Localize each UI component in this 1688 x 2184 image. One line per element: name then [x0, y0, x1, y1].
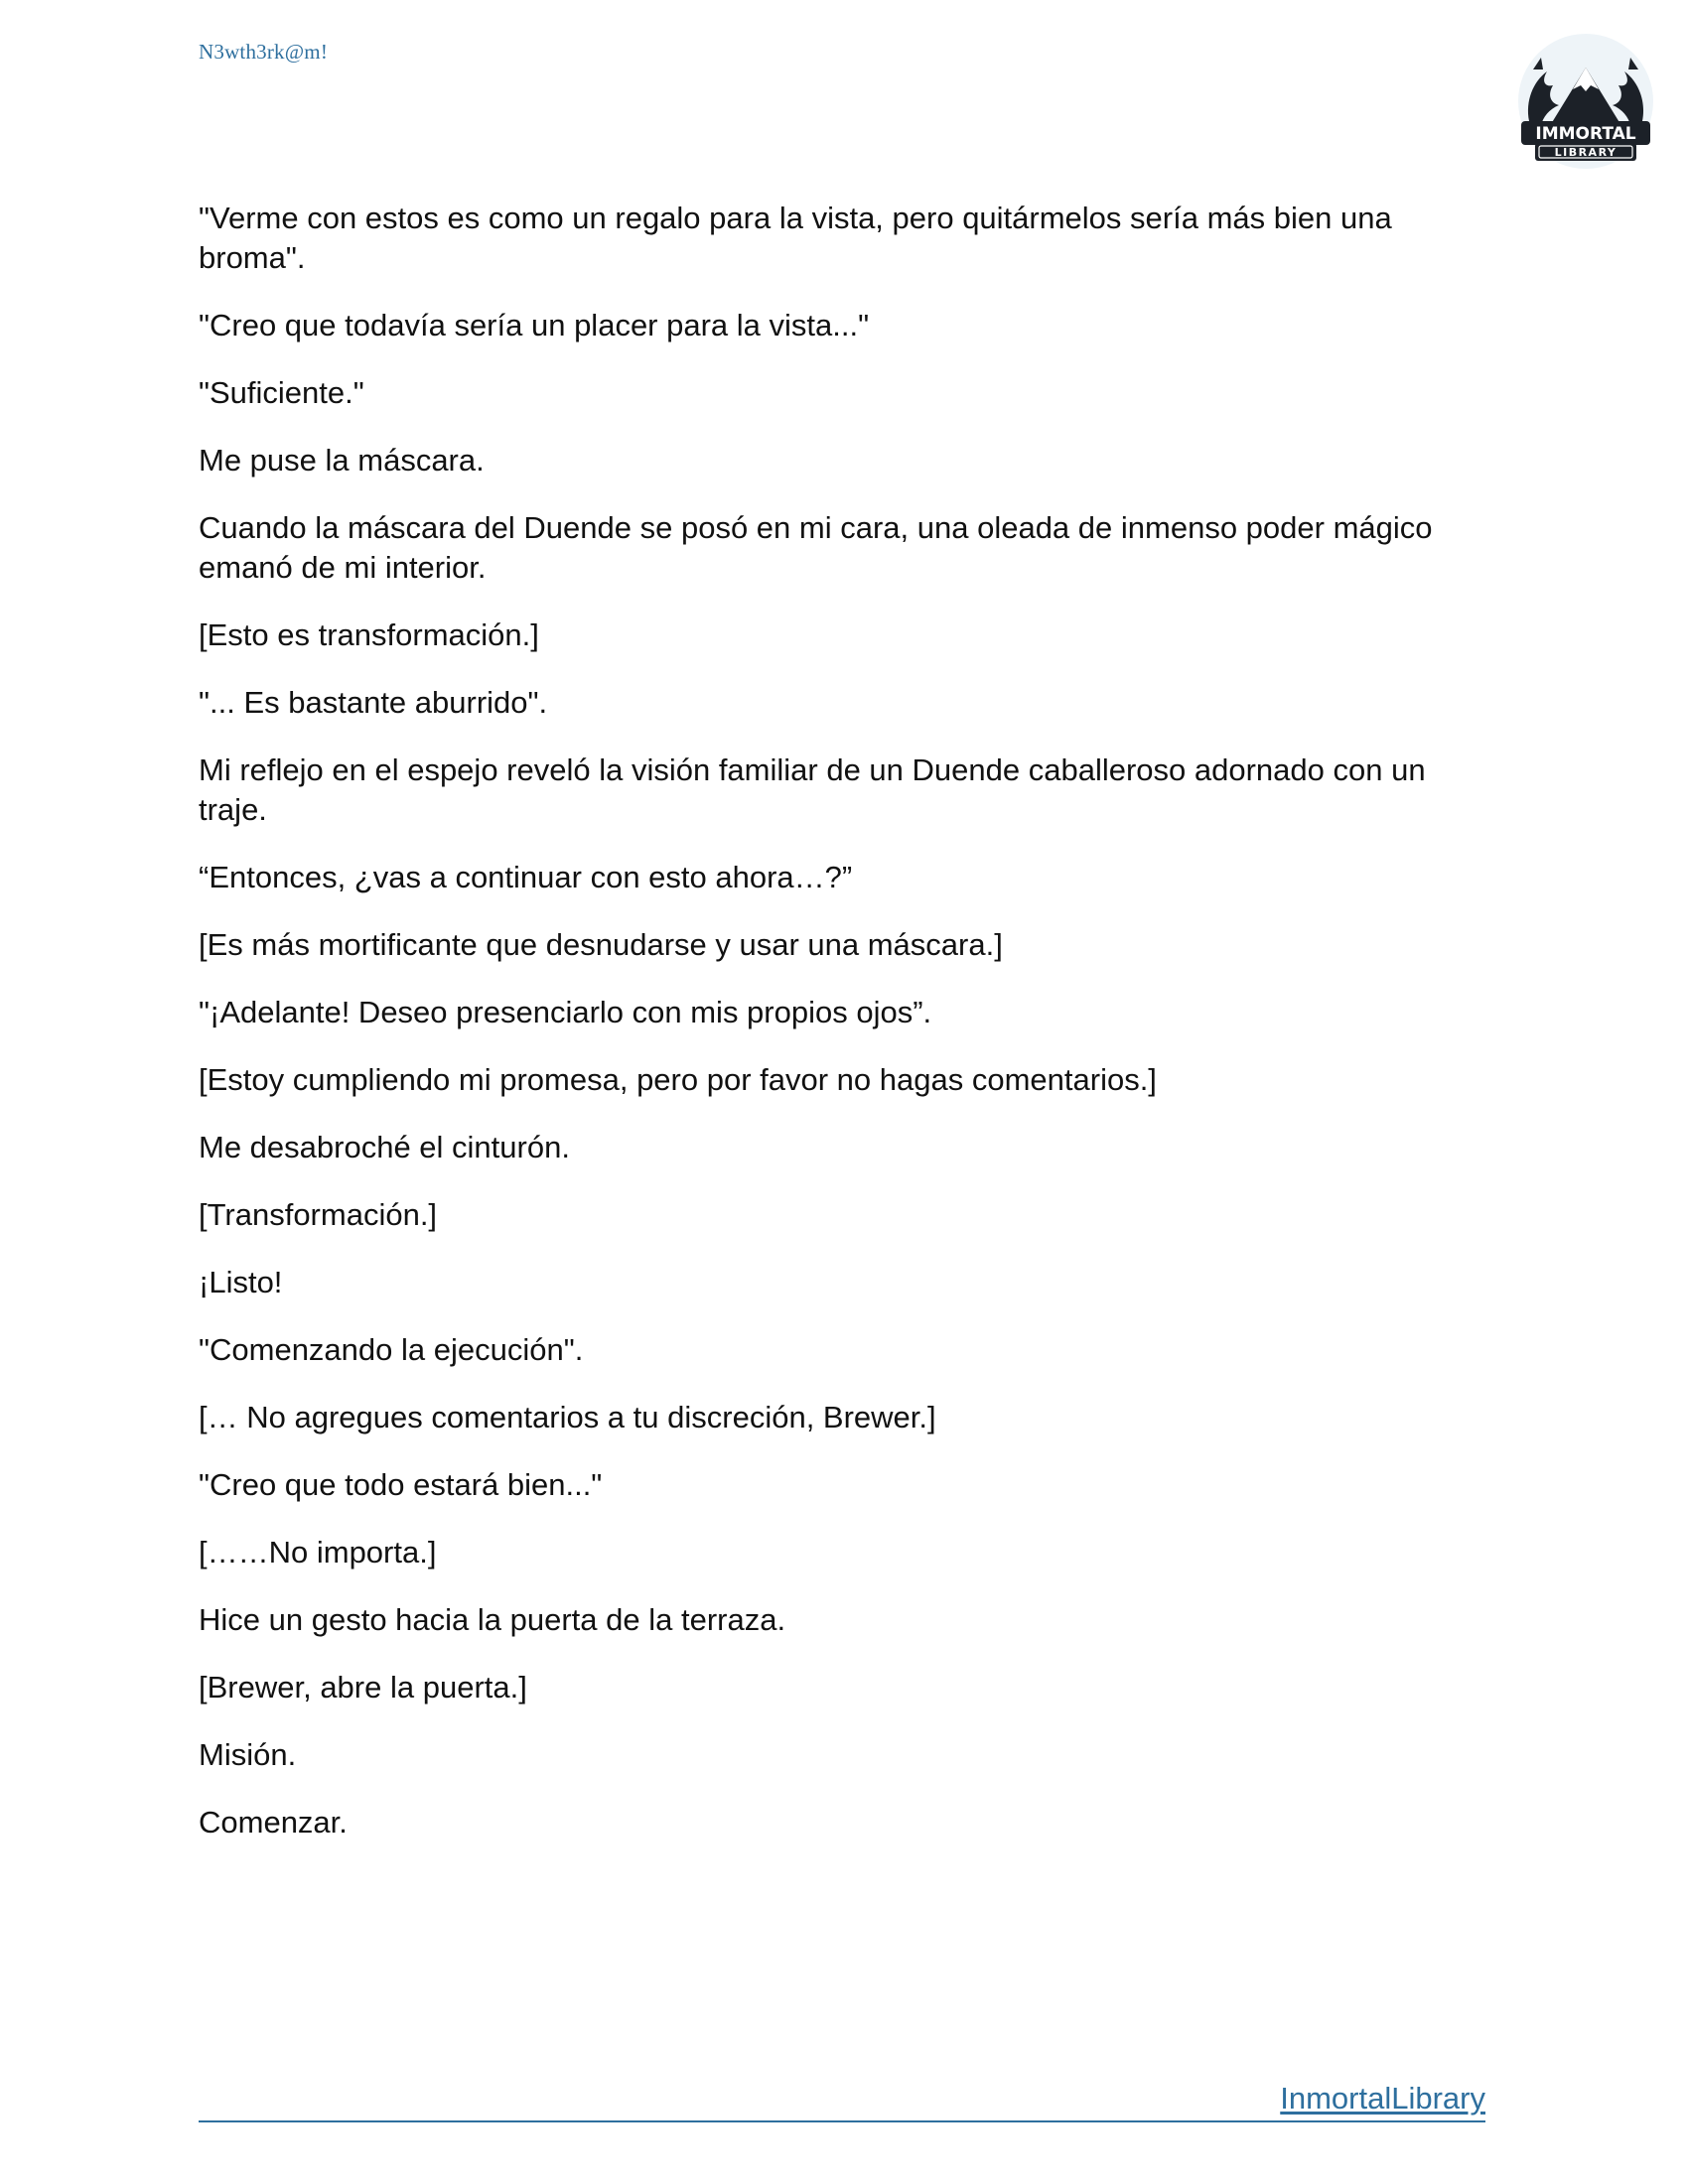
- paragraph: [Estoy cumpliendo mi promesa, pero por favor no hagas comentarios.]: [199, 1062, 1157, 1097]
- footer-link[interactable]: InmortalLibrary: [1280, 2081, 1485, 2116]
- paragraph: Mi reflejo en el espejo reveló la visión familiar de un Duende caballeroso adornado con un traje.: [199, 752, 1426, 827]
- paragraph: [Transformación.]: [199, 1197, 438, 1232]
- paragraph: [Brewer, abre la puerta.]: [199, 1670, 527, 1705]
- paragraph: "¡Adelante! Deseo presenciarlo con mis propios ojos”.: [199, 995, 932, 1029]
- header-tag: N3wth3rk@m!: [199, 40, 329, 64]
- document-body: [199, 199, 1489, 1870]
- paragraph: [Es más mortificante que desnudarse y usar una máscara.]: [199, 927, 1003, 962]
- paragraph: [Esto es transformación.]: [199, 617, 539, 652]
- paragraph: "Creo que todavía sería un placer para la vista...": [199, 308, 870, 342]
- paragraph: Hice un gesto hacia la puerta de la terraza.: [199, 1602, 786, 1637]
- immortal-library-logo: [1511, 30, 1660, 179]
- logo-text-bottom: LIBRARY: [1554, 146, 1618, 159]
- paragraph: [… No agregues comentarios a tu discreción, Brewer.]: [199, 1400, 936, 1434]
- footer-rule: [199, 2077, 1485, 2122]
- logo-emblem-icon: [1511, 30, 1660, 179]
- paragraph: ¡Listo!: [199, 1265, 283, 1299]
- paragraph: Cuando la máscara del Duende se posó en mi cara, una oleada de inmenso poder mágico emanó de mi interior.: [199, 510, 1433, 585]
- paragraph: Misión.: [199, 1737, 297, 1772]
- paragraph: “Entonces, ¿vas a continuar con esto ahora…?”: [199, 860, 853, 894]
- paragraph: "... Es bastante aburrido".: [199, 685, 548, 720]
- paragraph: "Comenzando la ejecución".: [199, 1332, 584, 1367]
- paragraph: Me desabroché el cinturón.: [199, 1130, 570, 1164]
- paragraph: Me puse la máscara.: [199, 443, 485, 478]
- paragraph: [……No importa.]: [199, 1535, 437, 1570]
- logo-text-top: IMMORTAL: [1535, 124, 1636, 144]
- paragraph: Comenzar.: [199, 1805, 348, 1840]
- paragraph: "Creo que todo estará bien...": [199, 1467, 603, 1502]
- paragraph: "Verme con estos es como un regalo para la vista, pero quitármelos sería más bien una broma".: [199, 201, 1392, 275]
- paragraph: "Suficiente.": [199, 375, 364, 410]
